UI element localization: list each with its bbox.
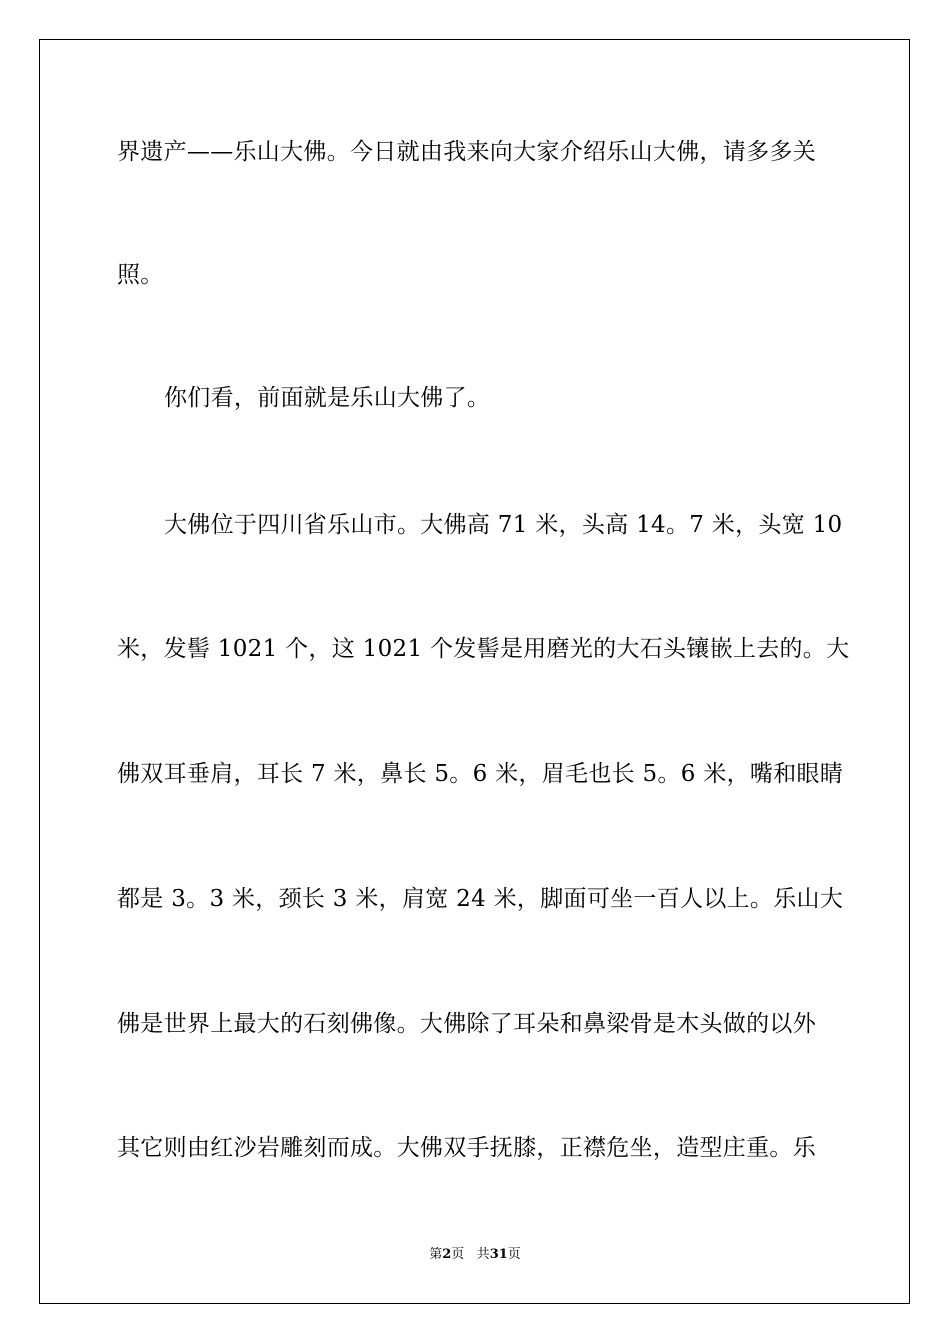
footer-total-prefix: 共 <box>476 1247 490 1262</box>
footer-page-suffix: 页 <box>451 1247 465 1262</box>
paragraph-line-1: 界遗产——乐山大佛。今日就由我来向大家介绍乐山大佛，请多多关 <box>117 139 816 165</box>
paragraph-line-7: 都是 3。3 米，颈长 3 米，肩宽 24 米，脚面可坐一百人以上。乐山大 <box>117 886 844 912</box>
paragraph-line-6: 佛双耳垂肩，耳长 7 米，鼻长 5。6 米，眉毛也长 5。6 米，嘴和眼睛 <box>117 761 844 787</box>
page-border <box>39 39 910 1304</box>
footer-page-number: 2 <box>442 1247 452 1262</box>
footer-total-pages: 31 <box>489 1247 508 1262</box>
paragraph-line-8: 佛是世界上最大的石刻佛像。大佛除了耳朵和鼻梁骨是木头做的以外 <box>117 1011 816 1037</box>
page-footer <box>0 1246 950 1264</box>
footer-total-suffix: 页 <box>507 1247 521 1262</box>
footer-page-prefix: 第 <box>429 1247 443 1262</box>
paragraph-line-5: 米，发髻 1021 个，这 1021 个发髻是用磨光的大石头镶嵌上去的。大 <box>117 636 850 662</box>
paragraph-line-3: 你们看，前面就是乐山大佛了。 <box>164 385 491 411</box>
paragraph-line-9: 其它则由红沙岩雕刻而成。大佛双手抚膝，正襟危坐，造型庄重。乐 <box>117 1135 816 1161</box>
paragraph-line-4: 大佛位于四川省乐山市。大佛高 71 米，头高 14。7 米，头宽 10 <box>164 512 843 538</box>
paragraph-line-2: 照。 <box>117 262 164 288</box>
